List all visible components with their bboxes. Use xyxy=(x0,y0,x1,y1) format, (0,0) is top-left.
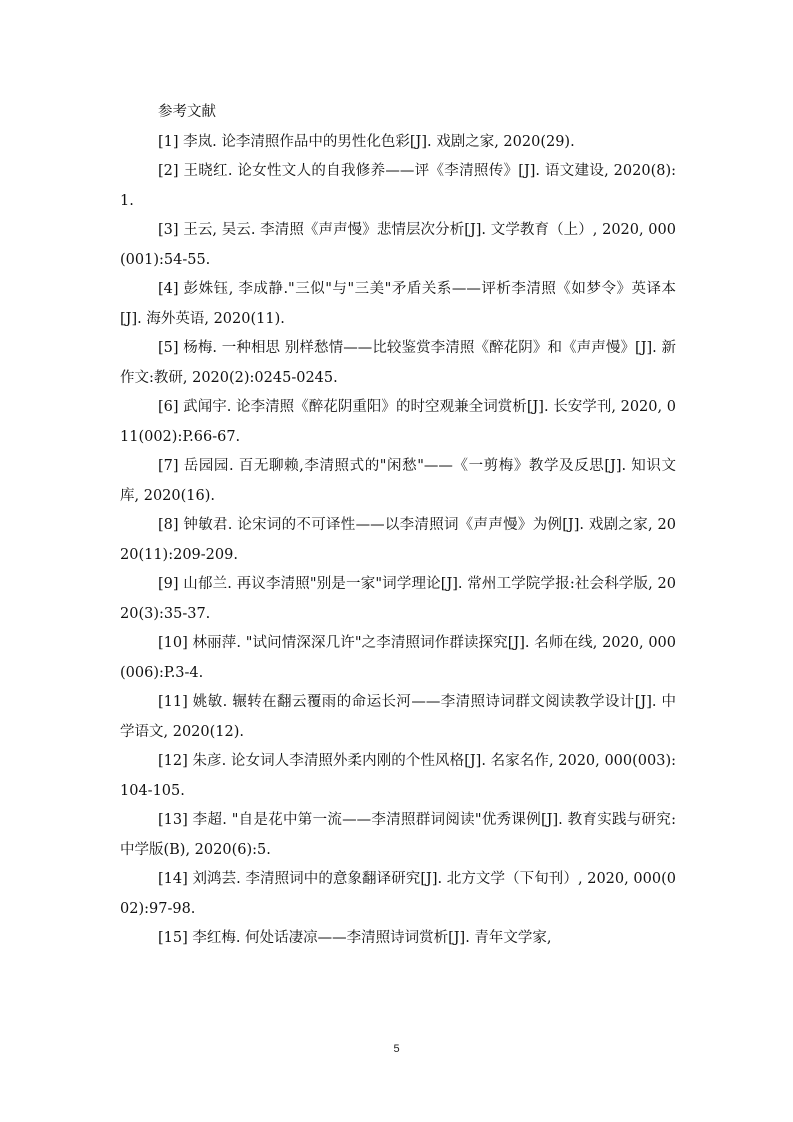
reference-item: [2] 王晓红. 论女性文人的自我修养——评《李清照传》[J]. 语文建设, 2020(8):1. xyxy=(120,163,676,209)
reference-item: [4] 彭姝钰, 李成静."三似"与"三美"矛盾关系——评析李清照《如梦令》英译本[J]. 海外英语, 2020(11). xyxy=(120,281,676,327)
references-heading: 参考文献 xyxy=(158,104,216,120)
reference-item: [13] 李超. "自是花中第一流——李清照群词阅读"优秀课例[J]. 教育实践与研究:中学版(B), 2020(6):5. xyxy=(120,812,676,858)
reference-item: [9] 山郁兰. 再议李清照"别是一家"词学理论[J]. 常州工学院学报:社会科学版, 2020(3):35-37. xyxy=(120,576,676,622)
references-section xyxy=(120,98,676,954)
reference-item: [6] 武闻宇. 论李清照《醉花阴重阳》的时空观兼全词赏析[J]. 长安学刊, 2020, 011(002):P.66-67. xyxy=(120,399,676,445)
reference-item: [1] 李岚. 论李清照作品中的男性化色彩[J]. 戏剧之家, 2020(29). xyxy=(158,133,575,150)
reference-item: [14] 刘鸿芸. 李清照词中的意象翻译研究[J]. 北方文学（下旬刊）, 2020, 000(002):97-98. xyxy=(120,871,676,917)
reference-item: [8] 钟敏君. 论宋词的不可译性——以李清照词《声声慢》为例[J]. 戏剧之家, 2020(11):209-209. xyxy=(120,517,676,563)
reference-item: [10] 林丽萍. "试问情深深几许"之李清照词作群读探究[J]. 名师在线, 2020, 000(006):P.3-4. xyxy=(120,635,676,681)
reference-item: [12] 朱彦. 论女词人李清照外柔内刚的个性风格[J]. 名家名作, 2020, 000(003):104-105. xyxy=(120,753,676,799)
reference-item: [5] 杨梅. 一种相思 别样愁情——比较鉴赏李清照《醉花阴》和《声声慢》[J]. 新作文:教研, 2020(2):0245-0245. xyxy=(120,340,676,386)
reference-item: [3] 王云, 吴云. 李清照《声声慢》悲情层次分析[J]. 文学教育（上）, 2020, 000(001):54-55. xyxy=(120,222,676,268)
reference-list xyxy=(120,128,676,954)
reference-item: [11] 姚敏. 辗转在翻云覆雨的命运长河——李清照诗词群文阅读教学设计[J]. 中学语文, 2020(12). xyxy=(120,694,676,740)
page-number: 5 xyxy=(393,1043,400,1055)
reference-item: [7] 岳园园. 百无聊赖,李清照式的"闲愁"——《一剪梅》教学及反思[J]. 知识文库, 2020(16). xyxy=(120,458,676,504)
reference-item: [15] 李红梅. 何处话凄凉——李清照诗词赏析[J]. 青年文学家, xyxy=(158,930,552,946)
